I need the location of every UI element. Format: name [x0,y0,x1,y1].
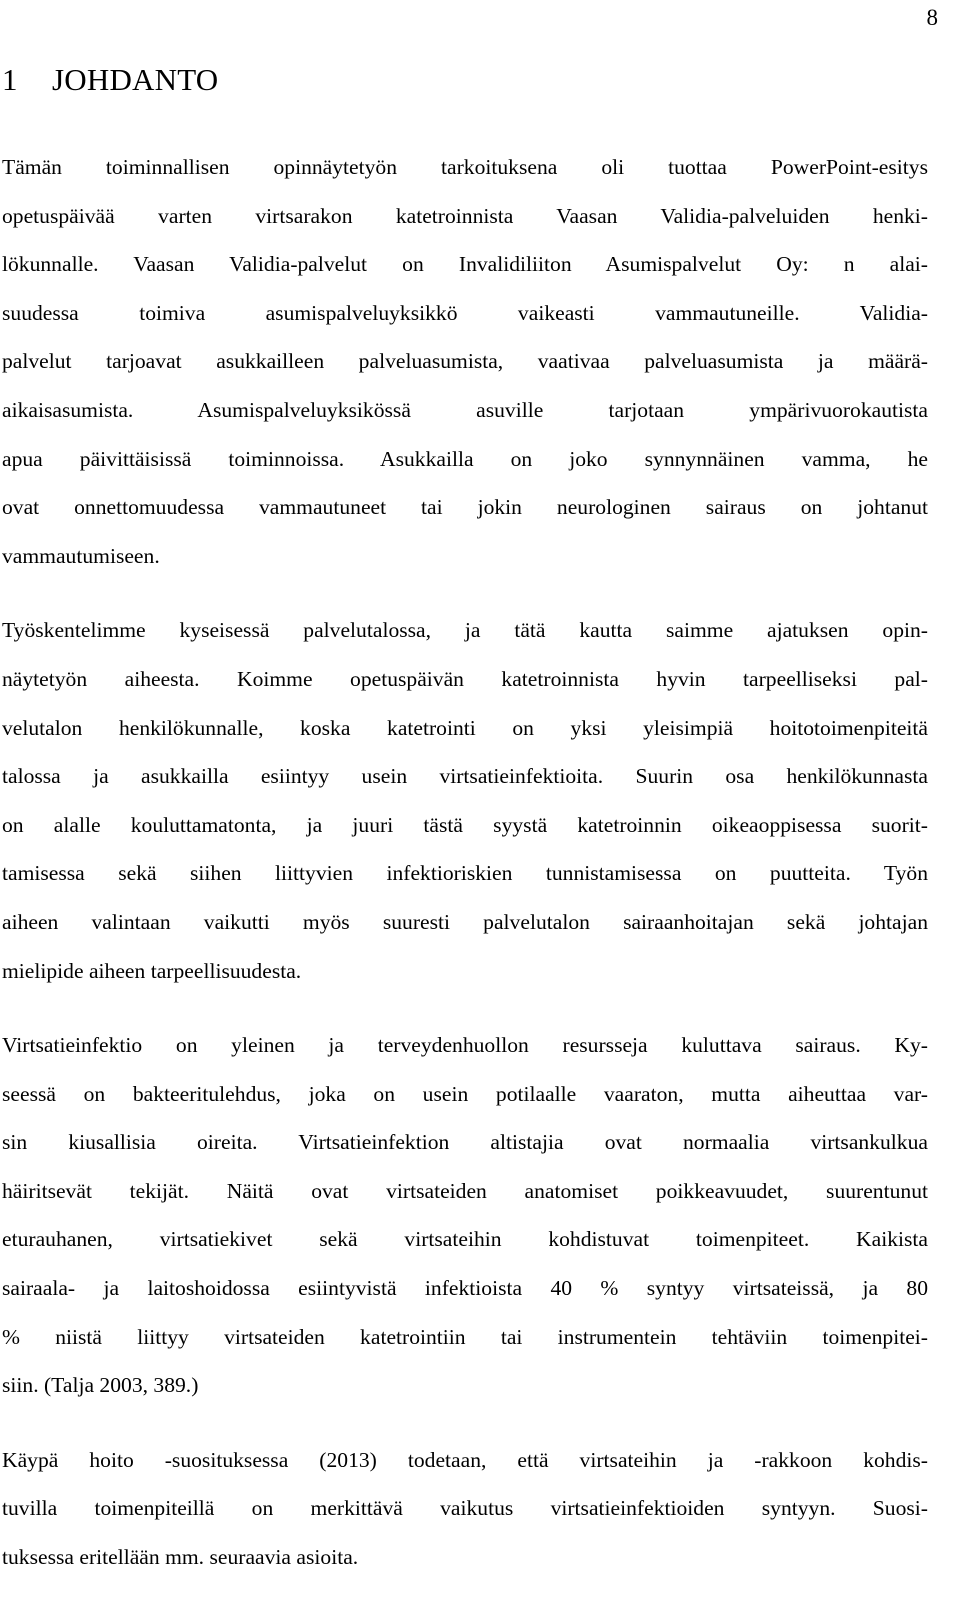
text-line: siin. (Talja 2003, 389.) [2,1373,199,1398]
paragraph [2,1021,928,1410]
text-line: opetuspäivää varten virtsarakon katetroinnista Vaasan Validia-palveluiden henki- [2,203,928,228]
text-line: sairaala- ja laitoshoidossa esiintyvistä infektioista 40 % syntyy virtsateissä, ja 80 [2,1276,928,1301]
text-line: tuvilla toimenpiteillä on merkittävä vaikutus virtsatieinfektioiden syntyyn. Suosi- [2,1496,928,1521]
text-line: Tämän toiminnallisen opinnäytetyön tarkoituksena oli tuottaa PowerPoint-esitys [2,155,928,179]
text-line: aikaisasumista. Asumispalveluyksikössä asuville tarjotaan ympärivuorokautista [2,397,928,422]
text-line: seessä on bakteeritulehdus, joka on usein potilaalle vaaraton, mutta aiheuttaa var- [2,1081,928,1106]
text-line: velutalon henkilökunnalle, koska katetrointi on yksi yleisimpiä hoitotoimenpiteitä [2,715,928,740]
text-line: aiheen valintaan vaikutti myös suuresti palvelutalon sairaanhoitajan sekä johtajan [2,909,928,934]
paragraph [2,1436,928,1582]
text-line: talossa ja asukkailla esiintyy usein virtsatieinfektioita. Suurin osa henkilökunnasta [2,764,928,789]
text-line: on alalle kouluttamatonta, ja juuri tästä syystä katetroinnin oikeaoppisessa suorit- [2,812,928,837]
text-line: palvelut tarjoavat asukkailleen palveluasumista, vaativaa palveluasumista ja määrä- [2,349,928,374]
text-line: lökunnalle. Vaasan Validia-palvelut on Invalidiliiton Asumispalvelut Oy: n alai- [2,252,928,277]
text-line: tuksessa eritellään mm. seuraavia asioita. [2,1545,359,1570]
text-line: sin kiusallisia oireita. Virtsatieinfektion altistajia ovat normaalia virtsankulkua [2,1130,928,1155]
text-line: suudessa toimiva asumispalveluyksikkö vaikeasti vammautuneille. Validia- [2,300,928,325]
text-line: apua päivittäisissä toiminnoissa. Asukkailla on joko synnynnäinen vamma, he [2,446,928,471]
text-line: Työskentelimme kyseisessä palvelutalossa, ja tätä kautta saimme ajatuksen opin- [2,618,928,643]
text-line: Virtsatieinfektio on yleinen ja terveydenhuollon resursseja kuluttava sairaus. Ky- [2,1033,928,1058]
chapter-title: JOHDANTO [52,62,219,97]
page-number: 8 [926,5,938,30]
paragraph [2,606,928,995]
text-line: mielipide aiheen tarpeellisuudesta. [2,958,302,983]
body-text [2,143,928,1608]
text-line: häiritsevät tekijät. Näitä ovat virtsateiden anatomiset poikkeavuudet, suurentunut [2,1178,928,1203]
chapter-number: 1 [2,62,18,97]
chapter-heading [2,60,218,100]
text-line: eturauhanen, virtsatiekivet sekä virtsateihin kohdistuvat toimenpiteet. Kaikista [2,1227,928,1252]
text-line: vammautumiseen. [2,543,160,568]
text-line: Käypä hoito -suosituksessa (2013) todetaan, että virtsateihin ja -rakkoon kohdis- [2,1447,928,1472]
text-line: ovat onnettomuudessa vammautuneet tai jokin neurologinen sairaus on johtanut [2,495,928,520]
text-line: tamisessa sekä siihen liittyvien infektioriskien tunnistamisessa on puutteita. Työn [2,861,928,886]
text-line: % niistä liittyy virtsateiden katetrointiin tai instrumentein tehtäviin toimenpitei- [2,1324,928,1349]
text-line: näytetyön aiheesta. Koimme opetuspäivän katetroinnista hyvin tarpeelliseksi pal- [2,666,928,691]
paragraph [2,143,928,580]
